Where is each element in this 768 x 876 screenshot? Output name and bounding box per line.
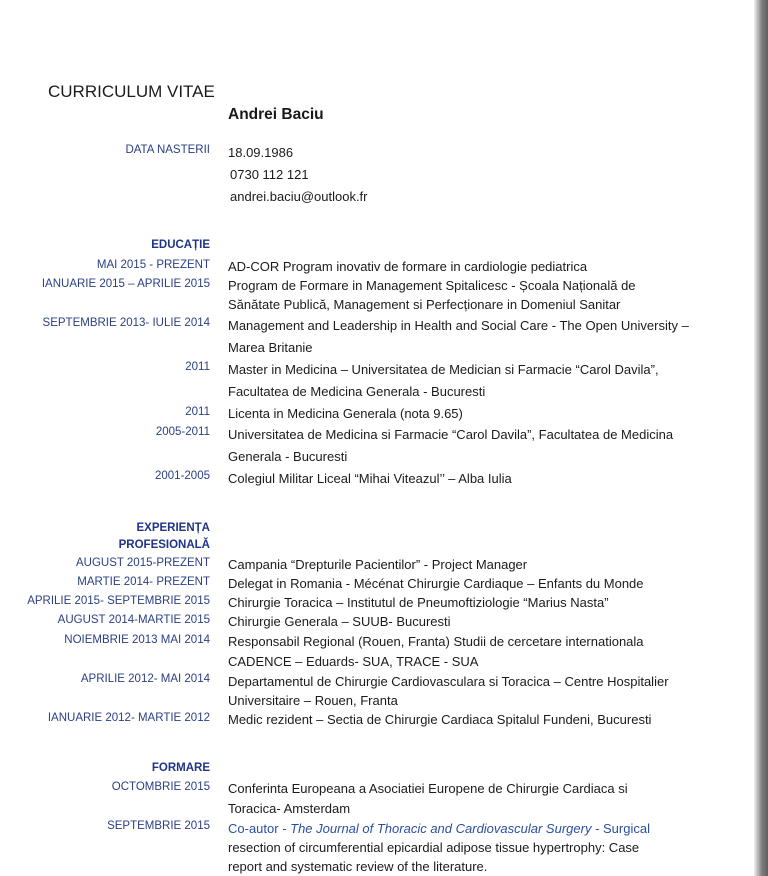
experience-entry: Delegat in Romania - Mécénat Chirurgie Cardiaque – Enfants du Monde — [228, 576, 644, 591]
birth-date-label: DATA NASTERII — [125, 144, 210, 156]
training-entry-continued: Toracica- Amsterdam — [228, 801, 351, 816]
coauthor-suffix: - Surgical — [591, 821, 650, 836]
education-date: MAI 2015 - PREZENT — [96, 259, 210, 271]
education-entry: Management and Leadership in Health and Social Care - The Open University – — [228, 318, 689, 333]
education-entry: Universitatea de Medicina si Farmacie “Carol Davila”, Facultatea de Medicina — [228, 427, 674, 442]
journal-name: The Journal of Thoracic and Cardiovascular Surgery — [290, 821, 592, 836]
education-entry-continued: Generala - Bucuresti — [228, 449, 348, 464]
education-date: IANUARIE 2015 – APRILIE 2015 — [41, 278, 210, 290]
training-entry-continued: resection of circumferential epicardial adipose tissue hypertrophy: Case — [228, 840, 640, 855]
education-date: 2001-2005 — [155, 470, 210, 482]
experience-entry: Medic rezident – Sectia de Chirurgie Cardiaca Spitalul Fundeni, Bucuresti — [228, 712, 652, 727]
page-edge-shadow — [754, 0, 768, 876]
education-entry: Licenta in Medicina Generala (nota 9.65) — [228, 406, 463, 421]
experience-date: IANUARIE 2012- MARTIE 2012 — [47, 712, 210, 724]
education-date: 2011 — [185, 361, 210, 373]
education-entry: Colegiul Militar Liceal “Mihai Viteazul’’ – Alba Iulia — [228, 471, 512, 486]
education-entry-continued: Marea Britanie — [228, 340, 313, 355]
education-entry: Program de Formare in Management Spitalicesc - Școala Națională de — [228, 278, 636, 293]
experience-heading-line: EXPERIENȚA — [136, 522, 210, 534]
education-date: SEPTEMBRIE 2013- IULIE 2014 — [42, 317, 210, 329]
experience-date: NOIEMBRIE 2013 MAI 2014 — [64, 634, 210, 646]
person-name: Andrei Baciu — [228, 106, 324, 123]
experience-heading — [119, 520, 210, 554]
experience-entry: Chirurgie Toracica – Institutul de Pneumoftiziologie “Marius Nasta” — [228, 595, 609, 610]
experience-entry: Responsabil Regional (Rouen, Franta) Studii de cercetare internationala — [228, 634, 644, 649]
education-date: 2011 — [185, 406, 210, 418]
experience-date: AUGUST 2014-MARTIE 2015 — [57, 614, 210, 626]
experience-date: APRILIE 2012- MAI 2014 — [80, 673, 210, 685]
training-entry — [228, 821, 650, 836]
experience-entry-continued: CADENCE – Eduards- SUA, TRACE - SUA — [228, 654, 479, 669]
education-entry: AD-COR Program inovativ de formare in cardiologie pediatrica — [228, 259, 588, 274]
cv-title: CURRICULUM VITAE — [48, 82, 215, 101]
education-heading: EDUCAȚIE — [151, 239, 210, 251]
training-heading: FORMARE — [151, 762, 210, 774]
training-date: SEPTEMBRIE 2015 — [107, 820, 210, 832]
experience-date: MARTIE 2014- PREZENT — [77, 576, 210, 588]
experience-date: APRILIE 2015- SEPTEMBRIE 2015 — [27, 595, 210, 607]
training-entry-continued: report and systematic review of the literature. — [228, 859, 488, 874]
experience-entry: Departamentul de Chirurgie Cardiovasculara si Toracica – Centre Hospitalier — [228, 674, 669, 689]
phone-number: 0730 112 121 — [230, 167, 309, 182]
experience-entry: Campania “Drepturile Pacientilor” - Project Manager — [228, 557, 528, 572]
email-address: andrei.baciu@outlook.fr — [230, 189, 368, 204]
coauthor-prefix: Co-autor - — [228, 821, 291, 836]
education-entry-continued: Sănătate Publică, Management si Perfecționare in Domeniul Sanitar — [228, 297, 621, 312]
experience-date: AUGUST 2015-PREZENT — [76, 557, 210, 569]
experience-entry-continued: Universitaire – Rouen, Franta — [228, 693, 398, 708]
birth-date-value: 18.09.1986 — [228, 145, 294, 160]
experience-entry: Chirurgie Generala – SUUB- Bucuresti — [228, 614, 451, 629]
training-date: OCTOMBRIE 2015 — [111, 781, 210, 793]
education-entry-continued: Facultatea de Medicina Generala - Bucuresti — [228, 384, 486, 399]
education-date: 2005-2011 — [155, 426, 210, 438]
education-entry: Master in Medicina – Universitatea de Medician si Farmacie “Carol Davila”, — [228, 362, 659, 377]
experience-heading-line: PROFESIONALĂ — [118, 539, 210, 551]
training-entry: Conferinta Europeana a Asociatiei Europene de Chirurgie Cardiaca si — [228, 781, 628, 796]
